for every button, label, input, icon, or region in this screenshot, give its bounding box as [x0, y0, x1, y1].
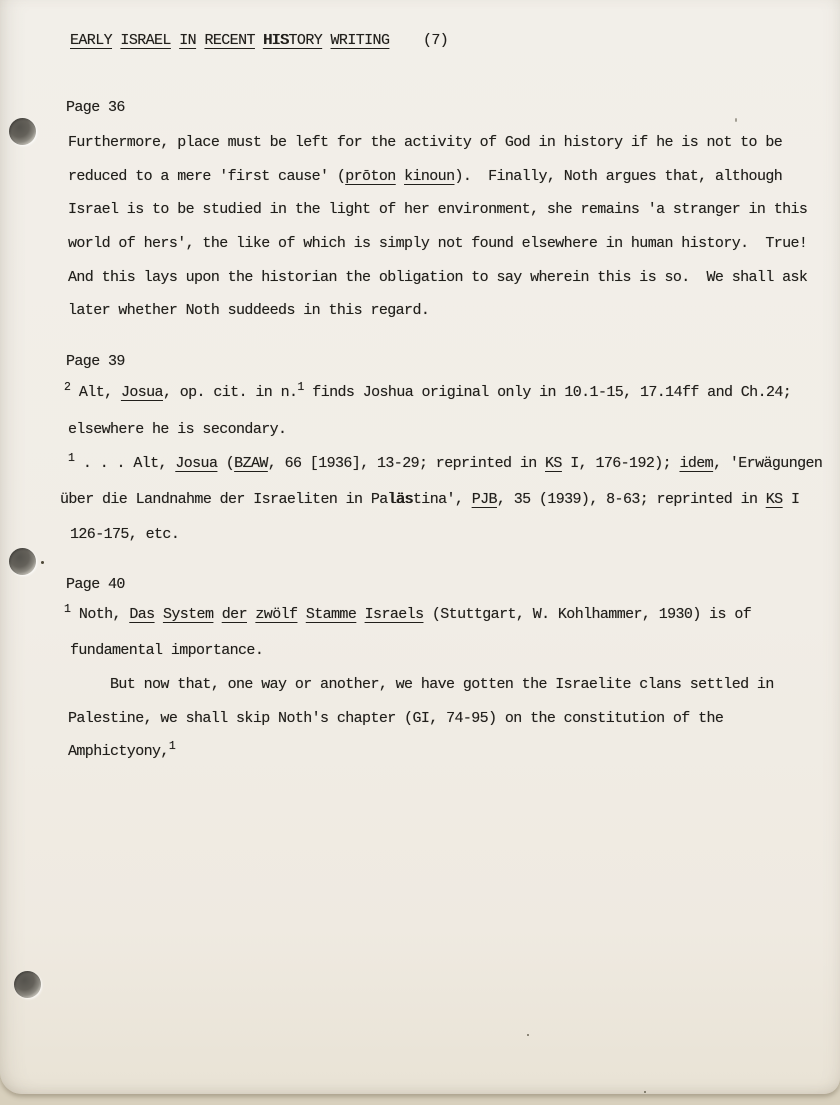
text-segment: Furthermore, place must be left for the activity of God in history if he is not to be — [68, 134, 783, 151]
footnote-superscript: 1 — [297, 381, 304, 394]
body-line — [68, 742, 175, 762]
footnote-line — [70, 525, 179, 544]
footnote-superscript: 2 — [64, 381, 71, 394]
document-title — [70, 31, 448, 50]
text-segment: But now that, one way or another, we have gotten the Israelite clans settled in — [110, 676, 774, 693]
text-segment: reduced to a mere 'first cause' ( — [68, 168, 346, 185]
footnote-line — [68, 454, 822, 474]
underlined-text: KS — [545, 455, 562, 472]
text-segment — [171, 32, 179, 49]
text-segment: 126-175, etc. — [70, 526, 180, 543]
paper-speck — [644, 1091, 646, 1093]
text-segment — [396, 168, 404, 185]
body-line — [68, 268, 807, 287]
section-heading-page-36 — [66, 98, 125, 117]
body-line — [110, 675, 774, 694]
punch-hole-top — [9, 118, 36, 145]
text-segment: , 'Erwägungen — [713, 455, 823, 472]
section-heading-page-40 — [66, 575, 125, 594]
text-segment: Alt, — [70, 384, 121, 401]
text-segment: Page 36 — [66, 99, 125, 116]
underlined-text: der — [221, 606, 247, 623]
underlined-text: kinoun — [404, 168, 455, 185]
underlined-text: prōton — [345, 168, 396, 185]
underlined-text: KS — [765, 491, 783, 508]
footnote-line — [64, 605, 751, 625]
underlined-text: Josua — [120, 384, 163, 401]
text-segment: ( — [217, 455, 235, 472]
underlined-text: idem — [679, 455, 714, 472]
underlined-text: HIS — [263, 32, 289, 49]
footnote-superscript: 1 — [68, 452, 75, 465]
underlined-text: zwölf — [255, 606, 298, 623]
punch-hole-bottom — [14, 971, 41, 998]
text-segment: elsewhere he is secondary. — [68, 421, 287, 438]
text-segment — [213, 606, 221, 623]
text-segment — [322, 32, 330, 49]
underlined-text: IN — [179, 32, 197, 49]
text-segment: über die Landnahme der Israeliten in Pa — [60, 491, 388, 508]
text-segment: (7) — [389, 32, 449, 49]
body-line — [68, 200, 807, 219]
underlined-text: Josua — [175, 455, 218, 472]
text-segment: Palestine, we shall skip Noth's chapter (GI, 74-95) on the constitution of the — [68, 710, 724, 727]
body-line — [68, 133, 782, 152]
text-segment: ). Finally, Noth argues that, although — [454, 168, 783, 185]
text-segment: läs — [387, 491, 413, 508]
footnote-superscript: 1 — [168, 740, 176, 753]
underlined-text: WRITING — [330, 32, 390, 49]
section-heading-page-39 — [66, 352, 125, 371]
text-segment: world of hers', the like of which is simply not found elsewhere in human history. True! — [68, 235, 808, 252]
text-segment: , 66 [1936], 13-29; reprinted in — [267, 455, 546, 472]
underlined-text: BZAW — [234, 455, 268, 472]
text-segment: , 35 (1939), 8-63; reprinted in — [496, 491, 766, 508]
footnote-line — [68, 420, 286, 439]
text-segment: fundamental importance. — [70, 642, 264, 659]
text-segment: I — [782, 491, 800, 508]
text-segment — [356, 606, 364, 623]
footnote-line — [70, 641, 263, 660]
footnote-line — [64, 383, 791, 403]
text-segment: (Stuttgart, W. Kohlhammer, 1930) is of — [423, 606, 752, 623]
text-segment: , op. cit. in n. — [162, 384, 298, 401]
text-segment: Noth, — [70, 606, 130, 623]
text-segment: tina', — [412, 491, 472, 508]
underlined-text: System — [162, 606, 214, 623]
underlined-text: Israels — [364, 606, 424, 623]
text-segment: And this lays upon the historian the obligation to say wherein this is so. We shall ask — [68, 269, 808, 286]
body-line — [68, 234, 807, 253]
paper-speck — [735, 118, 737, 122]
underlined-text: RECENT — [204, 32, 255, 49]
text-segment: . . . Alt, — [74, 455, 176, 472]
underlined-text: Das — [129, 606, 155, 623]
paper-speck — [527, 1034, 529, 1036]
text-segment: I, 176-192); — [561, 455, 680, 472]
text-segment — [155, 606, 163, 623]
body-line — [68, 167, 782, 186]
underlined-text: Stamme — [305, 606, 357, 623]
text-segment: Israel is to be studied in the light of her environment, she remains 'a stranger in this — [68, 201, 808, 218]
footnote-superscript: 1 — [64, 603, 71, 616]
underlined-text: TORY — [288, 32, 323, 49]
text-segment: Amphictyony, — [68, 743, 169, 760]
text-segment: Page 40 — [66, 576, 125, 593]
body-line — [68, 301, 429, 320]
text-segment — [297, 606, 305, 623]
underlined-text: ISRAEL — [120, 32, 171, 49]
body-line — [68, 709, 723, 728]
underlined-text: PJB — [471, 491, 497, 508]
paper-speck — [41, 561, 44, 564]
text-segment: later whether Noth suddeeds in this regard. — [68, 302, 430, 319]
footnote-line — [60, 490, 799, 509]
text-segment: finds Joshua original only in 10.1-15, 17.14ff and Ch.24; — [303, 384, 792, 401]
text-segment: Page 39 — [66, 353, 125, 370]
underlined-text: EARLY — [70, 32, 113, 49]
punch-hole-middle — [9, 548, 36, 575]
